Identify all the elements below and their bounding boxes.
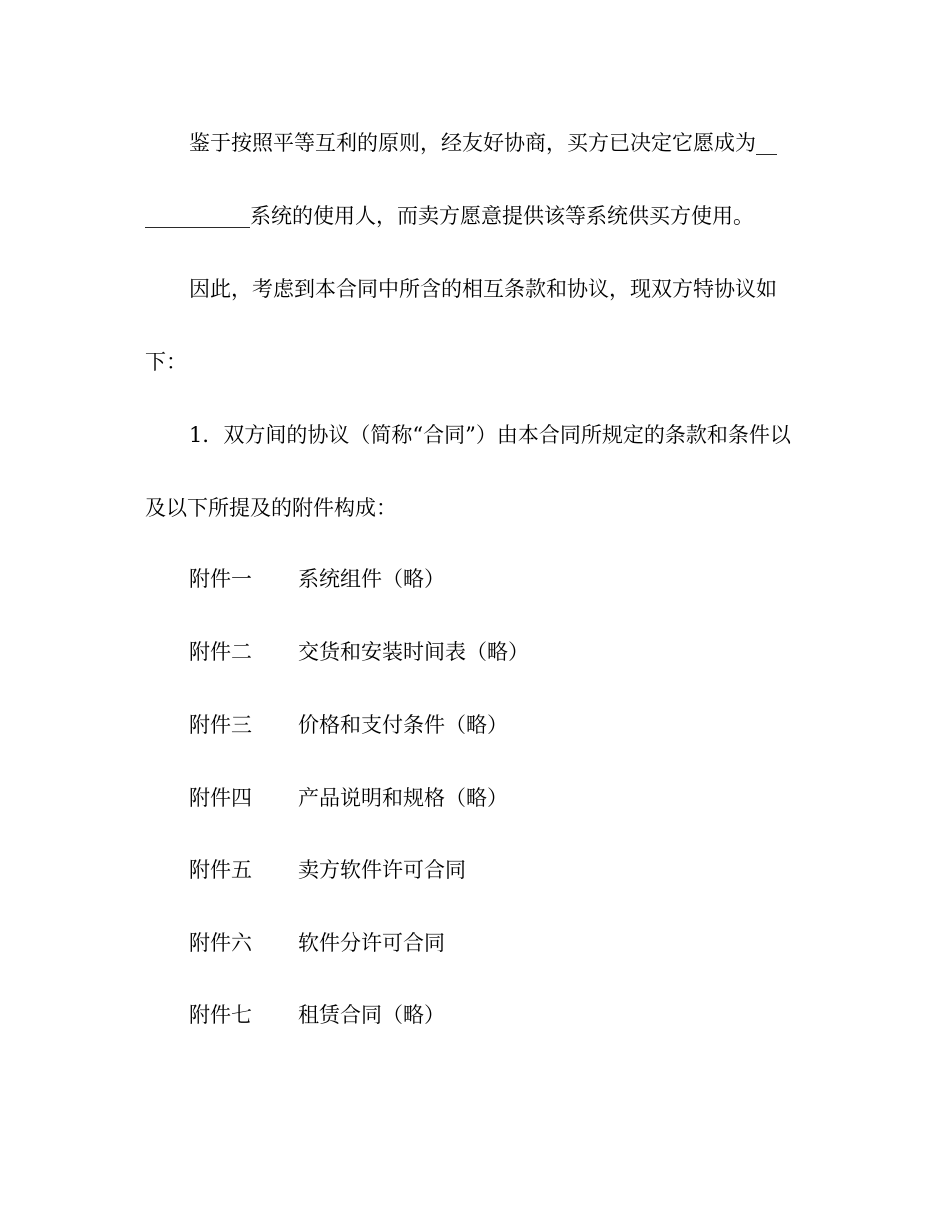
agreement-line-1: 因此，考虑到本合同中所含的相互条款和协议，现双方特协议如	[189, 277, 777, 301]
preamble-line-1: 鉴于按照平等互利的原则，经友好协商，买方已决定它愿成为__	[189, 131, 777, 155]
annex-title: 系统组件（略）	[298, 567, 445, 591]
clause-1-line-1: 1．双方间的协议（简称“合同”）由本合同所规定的条款和条件以	[189, 423, 791, 447]
annex-title: 软件分许可合同	[298, 931, 445, 955]
preamble-line-2: __________系统的使用人，而卖方愿意提供该等系统供买方使用。	[145, 204, 754, 228]
annex-label: 附件七	[189, 1003, 252, 1027]
annex-label: 附件四	[189, 786, 252, 810]
annex-label: 附件五	[189, 858, 252, 882]
annex-label: 附件一	[189, 567, 252, 591]
annex-title: 卖方软件许可合同	[298, 858, 466, 882]
annex-label: 附件三	[189, 713, 252, 737]
annex-title: 交货和安装时间表（略）	[298, 640, 529, 664]
annex-label: 附件二	[189, 640, 252, 664]
clause-1-line-2: 及以下所提及的附件构成：	[145, 496, 397, 520]
annex-title: 价格和支付条件（略）	[298, 713, 508, 737]
annex-title: 产品说明和规格（略）	[298, 786, 508, 810]
annex-title: 租赁合同（略）	[298, 1003, 445, 1027]
agreement-line-2: 下：	[145, 350, 187, 374]
annex-label: 附件六	[189, 931, 252, 955]
